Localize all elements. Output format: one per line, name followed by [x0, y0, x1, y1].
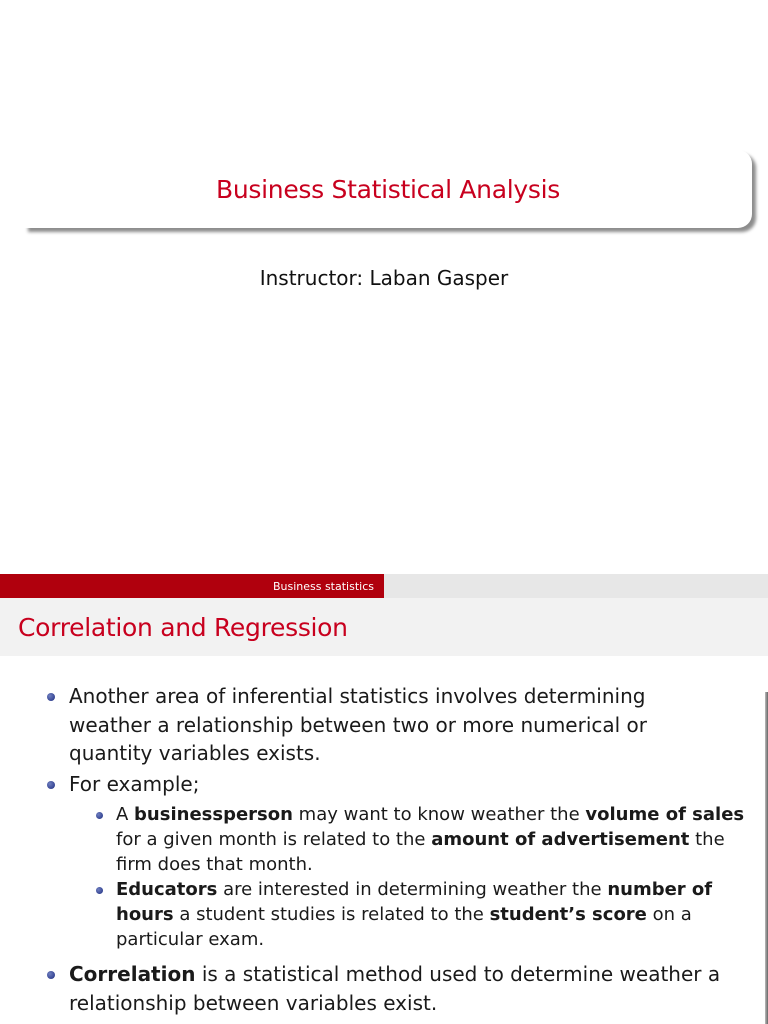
frame-title-bar: [0, 598, 768, 656]
sub-bullet-list: [0, 802, 768, 952]
text-run: A: [116, 804, 135, 825]
bullet-dot-icon: [47, 693, 55, 701]
bullet-text: Another area of inferential statistics involves determining weather a relationship between two or more numerical or quantity variables exists.: [69, 684, 648, 765]
text-run: on a particular exam.: [116, 904, 692, 950]
frame-title: Correlation and Regression: [18, 612, 348, 642]
instructor-line: Instructor: Laban Gasper: [259, 266, 509, 290]
sub-bullet-dot-icon: [96, 812, 103, 819]
emphasis-run: Correlation: [69, 962, 196, 986]
emphasis-run: volume of sales: [585, 804, 745, 825]
bullet-text: For example;: [69, 771, 200, 796]
emphasis-run: businessperson: [134, 804, 293, 825]
content-slide: [0, 574, 768, 1024]
section-banner[interactable]: [0, 574, 384, 598]
text-run: a student studies is related to the: [173, 904, 490, 925]
bullet-dot-icon: [47, 971, 55, 979]
text-run: may want to know weather the: [292, 804, 586, 825]
text-run: for a given month is related to the: [116, 829, 432, 850]
sub-bullet-dot-icon: [96, 887, 103, 894]
bullet-dot-icon: [47, 781, 55, 789]
sub-bullet-item: [0, 877, 768, 952]
emphasis-run: amount of advertisement: [431, 829, 690, 850]
headline-bar: [0, 574, 768, 598]
sub-bullet-item: [0, 802, 768, 877]
text-run: the firm does that month.: [116, 829, 725, 875]
bullet-item: [0, 770, 768, 799]
bullet-item: [0, 682, 768, 768]
text-run: are interested in determining weather the: [217, 879, 608, 900]
bullet-item: [0, 960, 768, 1017]
emphasis-run: number of hours: [116, 879, 713, 925]
bullet-list: [0, 682, 768, 1017]
slide-title: Business Statistical Analysis: [216, 174, 560, 204]
emphasis-run: student’s score: [489, 904, 647, 925]
emphasis-run: Educators: [116, 879, 218, 900]
section-label: Business statistics: [272, 579, 374, 593]
text-run: is a statistical method used to determine weather a relationship between variables exist.: [69, 962, 721, 1015]
title-box: [24, 150, 752, 228]
